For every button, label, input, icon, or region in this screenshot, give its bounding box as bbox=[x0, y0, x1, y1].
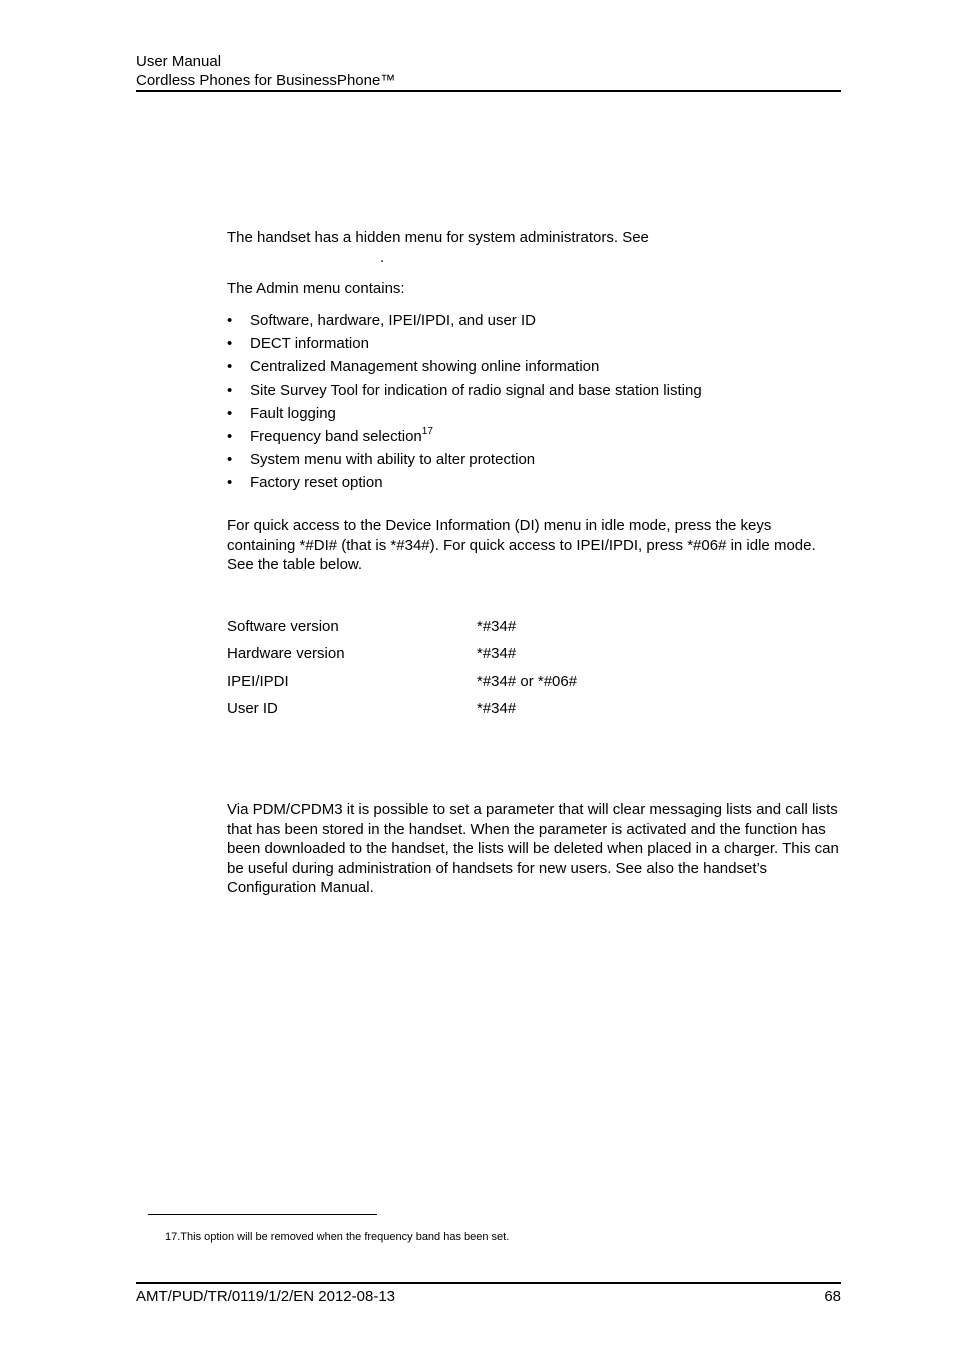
footer-rule bbox=[136, 1282, 841, 1284]
list-item bbox=[227, 404, 702, 427]
table-cell-label: Hardware version bbox=[227, 645, 345, 663]
intro-continuation: . bbox=[380, 249, 385, 266]
table-cell-label: Software version bbox=[227, 618, 339, 635]
list-item bbox=[227, 381, 702, 404]
footnote-rule bbox=[148, 1214, 377, 1215]
list-item bbox=[227, 473, 702, 496]
page-number: 68 bbox=[824, 1288, 841, 1305]
header-title: User Manual bbox=[136, 53, 222, 70]
table-cell-code: *#34# bbox=[477, 618, 517, 635]
bullet-icon: • bbox=[227, 404, 233, 422]
bullet-icon: • bbox=[227, 358, 233, 376]
admin-menu-list bbox=[227, 311, 702, 497]
header-subtitle: Cordless Phones for BusinessPhone™ bbox=[136, 72, 396, 89]
list-item-text: Site Survey Tool for indication of radio signal and base station listing bbox=[250, 381, 702, 399]
list-item-text: Centralized Management showing online information bbox=[250, 358, 600, 376]
list-item bbox=[227, 311, 702, 334]
list-item-text: Fault logging bbox=[250, 404, 336, 422]
table-cell-code: *#34# or *#06# bbox=[477, 672, 578, 690]
table-cell-label: IPEI/IPDI bbox=[227, 672, 289, 690]
bullet-icon: • bbox=[227, 474, 233, 492]
bullet-icon: • bbox=[227, 427, 233, 445]
header-rule bbox=[136, 90, 841, 92]
list-item bbox=[227, 357, 702, 380]
quick-access-paragraph: For quick access to the Device Information (DI) menu in idle mode, press the keys containing *#DI# (that is *#34#). For quick access to IPEI/IPDI, press *#06# in idle mode. See the table below. bbox=[227, 517, 816, 573]
list-item-text: DECT information bbox=[250, 335, 369, 353]
bullet-icon: • bbox=[227, 312, 233, 329]
list-item bbox=[227, 450, 702, 473]
footnote-text: 17.This option will be removed when the frequency band has been set. bbox=[165, 1231, 510, 1243]
list-item-text: Frequency band selection bbox=[250, 427, 422, 445]
list-item bbox=[227, 427, 702, 450]
list-item-text: System menu with ability to alter protection bbox=[250, 451, 536, 469]
footnote-ref: 17 bbox=[421, 425, 433, 437]
table-cell-code: *#34# bbox=[477, 645, 517, 663]
bullet-icon: • bbox=[227, 335, 233, 353]
list-item bbox=[227, 334, 702, 357]
list-item-text: Software, hardware, IPEI/IPDI, and user ID bbox=[250, 312, 536, 329]
footer-doc-id: AMT/PUD/TR/0119/1/2/EN 2012-08-13 bbox=[136, 1288, 396, 1305]
pdm-paragraph: Via PDM/CPDM3 it is possible to set a parameter that will clear messaging lists and call lists that has been stored in the handset. When the parameter is activated and the function has been downloaded to the handset, the lists will be deleted when placed in a charger. This can be useful during administration of handsets for new users. See also the handset’s Configuration Manual. bbox=[227, 801, 839, 896]
intro-paragraph: The handset has a hidden menu for system administrators. See bbox=[227, 229, 649, 246]
bullet-icon: • bbox=[227, 381, 233, 399]
bullet-icon: • bbox=[227, 451, 233, 469]
table-cell-code: *#34# bbox=[477, 699, 517, 717]
admin-menu-heading: The Admin menu contains: bbox=[227, 280, 405, 297]
table-cell-label: User ID bbox=[227, 699, 278, 717]
list-item-text: Factory reset option bbox=[250, 474, 383, 492]
